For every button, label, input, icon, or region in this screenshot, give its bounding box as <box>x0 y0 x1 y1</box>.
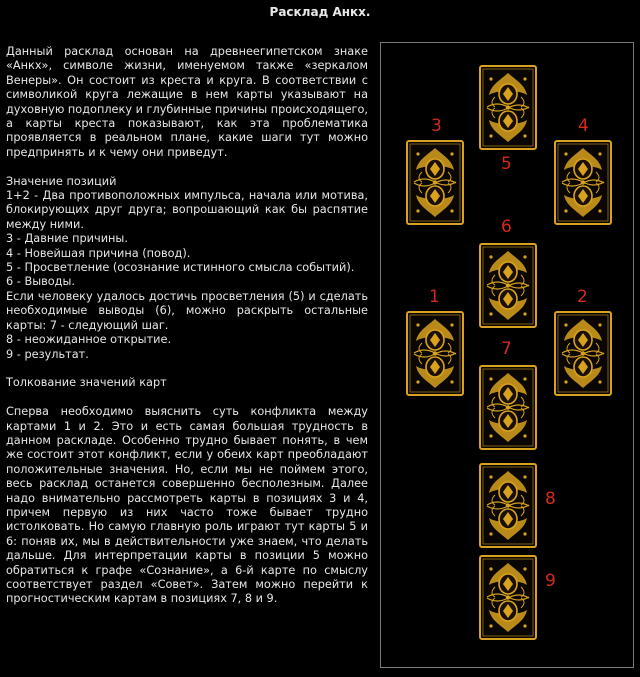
card-position-8 <box>479 463 537 548</box>
position-4: 4 - Новейшая причина (повод). <box>6 246 191 260</box>
position-label-3: 3 <box>431 116 442 136</box>
ornate-card-back-icon <box>481 245 535 326</box>
ornate-card-back-icon <box>408 313 462 394</box>
ornate-card-back-icon <box>556 313 610 394</box>
position-3: 3 - Давние причины. <box>6 232 128 246</box>
position-6: 6 - Выводы. <box>6 275 76 289</box>
spacer <box>6 391 368 405</box>
position-1-2: 1+2 - Два противоположных импульса, начала или мотива, блокирующих друг друга; вопрошающий как бы распятие между ними. <box>6 189 368 231</box>
ornate-card-back-icon <box>408 142 462 223</box>
card-position-6 <box>479 243 537 328</box>
ornate-card-back-icon <box>481 557 535 638</box>
ornate-card-back-icon <box>556 142 610 223</box>
card-position-9 <box>479 555 537 640</box>
position-label-2: 2 <box>577 287 588 307</box>
position-label-6: 6 <box>501 217 512 237</box>
spacer <box>6 160 368 174</box>
spacer <box>6 362 368 376</box>
ornate-card-back-icon <box>481 367 535 448</box>
position-label-5: 5 <box>501 154 512 174</box>
card-position-1 <box>406 311 464 396</box>
position-label-1: 1 <box>429 287 440 307</box>
card-position-2 <box>554 311 612 396</box>
ornate-card-back-icon <box>481 67 535 148</box>
position-label-4: 4 <box>578 116 589 136</box>
intro-paragraph: Данный расклад основан на древнеегипетском знаке «Анкх», символе жизни, именуемом также «зеркалом Венеры». Он состоит из креста и круга. В соответствии с символикой круга лежащие в нем карты указывают на духовную подоплеку и глубинные причины происходящего, а карты креста показывают, как эта проблематика проявляется в реальном плане, какие шаги тут можно предпринять и к чему они приведут. <box>6 45 368 159</box>
card-position-3 <box>406 140 464 225</box>
position-5: 5 - Просветление (осознание истинного смысла событий). <box>6 261 355 275</box>
position-label-7: 7 <box>501 339 512 359</box>
ornate-card-back-icon <box>481 465 535 546</box>
card-position-7 <box>479 365 537 450</box>
interpretation-paragraph: Сперва необходимо выяснить суть конфликта между картами 1 и 2. Это и есть самая большая трудность в данном раскладе. Особенно трудно бывает понять, в чем же состоит этот конфликт, если у обеих карт преобладают положительные значения. Но, если мы не поймем этого, весь расклад останется совершенно бесполезным. Далее надо внимательно рассмотреть карты в позициях 3 и 4, причем первую из них часто тоже бывает трудно истолковать. Но самую главную роль играют тут карты 5 и 6: поняв их, мы в действительности уже знаем, что делать дальше. Для интерпретации карты в позиции 5 можно обратиться к графе «Сознание», а 6-й карте по смыслу соответствует раздел «Совет». Затем можно перейти к прогностическим картам в позициях 7, 8 и 9. <box>6 405 368 606</box>
section-heading-positions: Значение позиций <box>6 174 117 188</box>
card-position-5 <box>479 65 537 150</box>
position-9: 9 - результат. <box>6 347 89 361</box>
spread-diagram <box>380 42 634 668</box>
section-heading-interpretation: Толкование значений карт <box>6 376 167 390</box>
position-label-9: 9 <box>545 571 556 591</box>
position-label-8: 8 <box>545 489 556 509</box>
position-8: 8 - неожиданное открытие. <box>6 333 172 347</box>
position-7: Если человеку удалось достичь просветления (5) и сделать необходимые выводы (6), можно раскрыть остальные карты: 7 - следующий шаг. <box>6 289 368 332</box>
card-position-4 <box>554 140 612 225</box>
article-text <box>6 45 368 607</box>
page-title: Расклад Анкх. <box>269 5 371 19</box>
